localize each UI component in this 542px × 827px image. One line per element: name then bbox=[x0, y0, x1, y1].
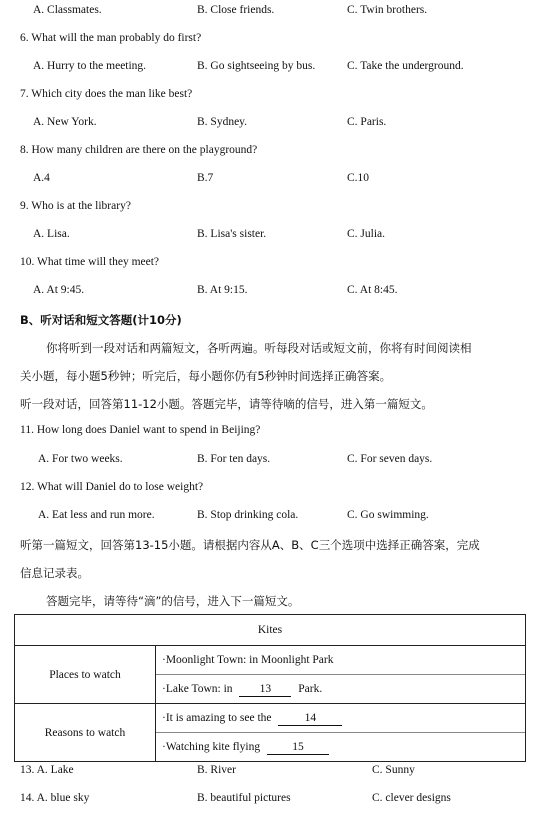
blank-13: 13 bbox=[239, 683, 291, 697]
q7-option-b: B. Sydney. bbox=[197, 116, 248, 128]
q9-option-b: B. Lisa's sister. bbox=[197, 228, 267, 240]
q10-option-a: A. At 9:45. bbox=[33, 284, 85, 296]
passage-instruction-line3: 答题完毕，请等待“滴”的信号，进入下一篇短文。 bbox=[46, 594, 300, 608]
q13-option-b: B. River bbox=[197, 764, 236, 776]
q12-option-c: C. Go swimming. bbox=[347, 509, 429, 521]
q8-option-c: C.10 bbox=[347, 172, 370, 184]
q9-question: 9. Who is at the library? bbox=[20, 200, 131, 212]
places-line2-prefix: ·Lake Town: in bbox=[162, 683, 233, 695]
section-b-intro-line2: 关小题，每小题5秒钟；听完后，每小题你仍有5秒钟时间选择正确答案。 bbox=[20, 369, 392, 383]
q11-option-a: A. For two weeks. bbox=[38, 453, 123, 465]
q8-option-b: B.7 bbox=[197, 172, 214, 184]
q9-option-c: C. Julia. bbox=[347, 228, 386, 240]
places-line2 bbox=[156, 675, 525, 703]
q10-option-b: B. At 9:15. bbox=[197, 284, 248, 296]
dialogue-instruction: 听一段对话，回答第11-12小题。答题完毕，请等待嘀的信号，进入第一篇短文。 bbox=[20, 397, 433, 411]
blank-15: 15 bbox=[267, 741, 329, 755]
q12-option-a: A. Eat less and run more. bbox=[38, 509, 155, 521]
q6-option-c: C. Take the underground. bbox=[347, 60, 464, 72]
q14-option-c: C. clever designs bbox=[372, 792, 451, 804]
q11-option-c: C. For seven days. bbox=[347, 453, 433, 465]
reasons-line1 bbox=[156, 704, 525, 733]
q7-question: 7. Which city does the man like best? bbox=[20, 88, 193, 100]
q14-option-a: 14. A. blue sky bbox=[20, 792, 90, 804]
q10-option-c: C. At 8:45. bbox=[347, 284, 398, 296]
places-line1: ·Moonlight Town: in Moonlight Park bbox=[156, 646, 525, 675]
kites-info-table bbox=[14, 614, 526, 762]
q8-question: 8. How many children are there on the playground? bbox=[20, 144, 258, 156]
q13-option-a: 13. A. Lake bbox=[20, 764, 74, 776]
q6-option-b: B. Go sightseeing by bus. bbox=[197, 60, 316, 72]
table-title: Kites bbox=[15, 615, 526, 646]
q14-option-b: B. beautiful pictures bbox=[197, 792, 291, 804]
q7-option-a: A. New York. bbox=[33, 116, 97, 128]
reasons-line2-prefix: ·Watching kite flying bbox=[162, 741, 261, 753]
section-b-heading: B、听对话和短文答题(计10分) bbox=[20, 313, 182, 327]
q6-question: 6. What will the man probably do first? bbox=[20, 32, 202, 44]
q11-question: 11. How long does Daniel want to spend in Beijing? bbox=[20, 424, 261, 436]
passage-instruction-line1: 听第一篇短文，回答第13-15小题。请根据内容从A、B、C三个选项中选择正确答案，完成 bbox=[20, 538, 480, 552]
q5-option-a: A. Classmates. bbox=[33, 4, 102, 16]
reasons-line2 bbox=[156, 733, 525, 761]
q13-option-c: C. Sunny bbox=[372, 764, 415, 776]
q11-option-b: B. For ten days. bbox=[197, 453, 271, 465]
q12-question: 12. What will Daniel do to lose weight? bbox=[20, 481, 204, 493]
q12-option-b: B. Stop drinking cola. bbox=[197, 509, 299, 521]
reasons-content bbox=[156, 704, 526, 762]
q8-option-a: A.4 bbox=[33, 172, 50, 184]
q10-question: 10. What time will they meet? bbox=[20, 256, 160, 268]
passage-instruction-line2: 信息记录表。 bbox=[20, 566, 89, 580]
q7-option-c: C. Paris. bbox=[347, 116, 387, 128]
section-b-intro-line1: 你将听到一段对话和两篇短文，各听两遍。听每段对话或短文前，你将有时间阅读相 bbox=[46, 341, 472, 355]
places-content bbox=[156, 646, 526, 704]
reasons-label: Reasons to watch bbox=[15, 704, 156, 762]
q5-option-c: C. Twin brothers. bbox=[347, 4, 428, 16]
reasons-line1-prefix: ·It is amazing to see the bbox=[162, 712, 272, 724]
blank-14: 14 bbox=[278, 712, 342, 726]
places-label: Places to watch bbox=[15, 646, 156, 704]
q5-option-b: B. Close friends. bbox=[197, 4, 275, 16]
q6-option-a: A. Hurry to the meeting. bbox=[33, 60, 147, 72]
places-line2-suffix: Park. bbox=[298, 683, 323, 695]
q9-option-a: A. Lisa. bbox=[33, 228, 70, 240]
